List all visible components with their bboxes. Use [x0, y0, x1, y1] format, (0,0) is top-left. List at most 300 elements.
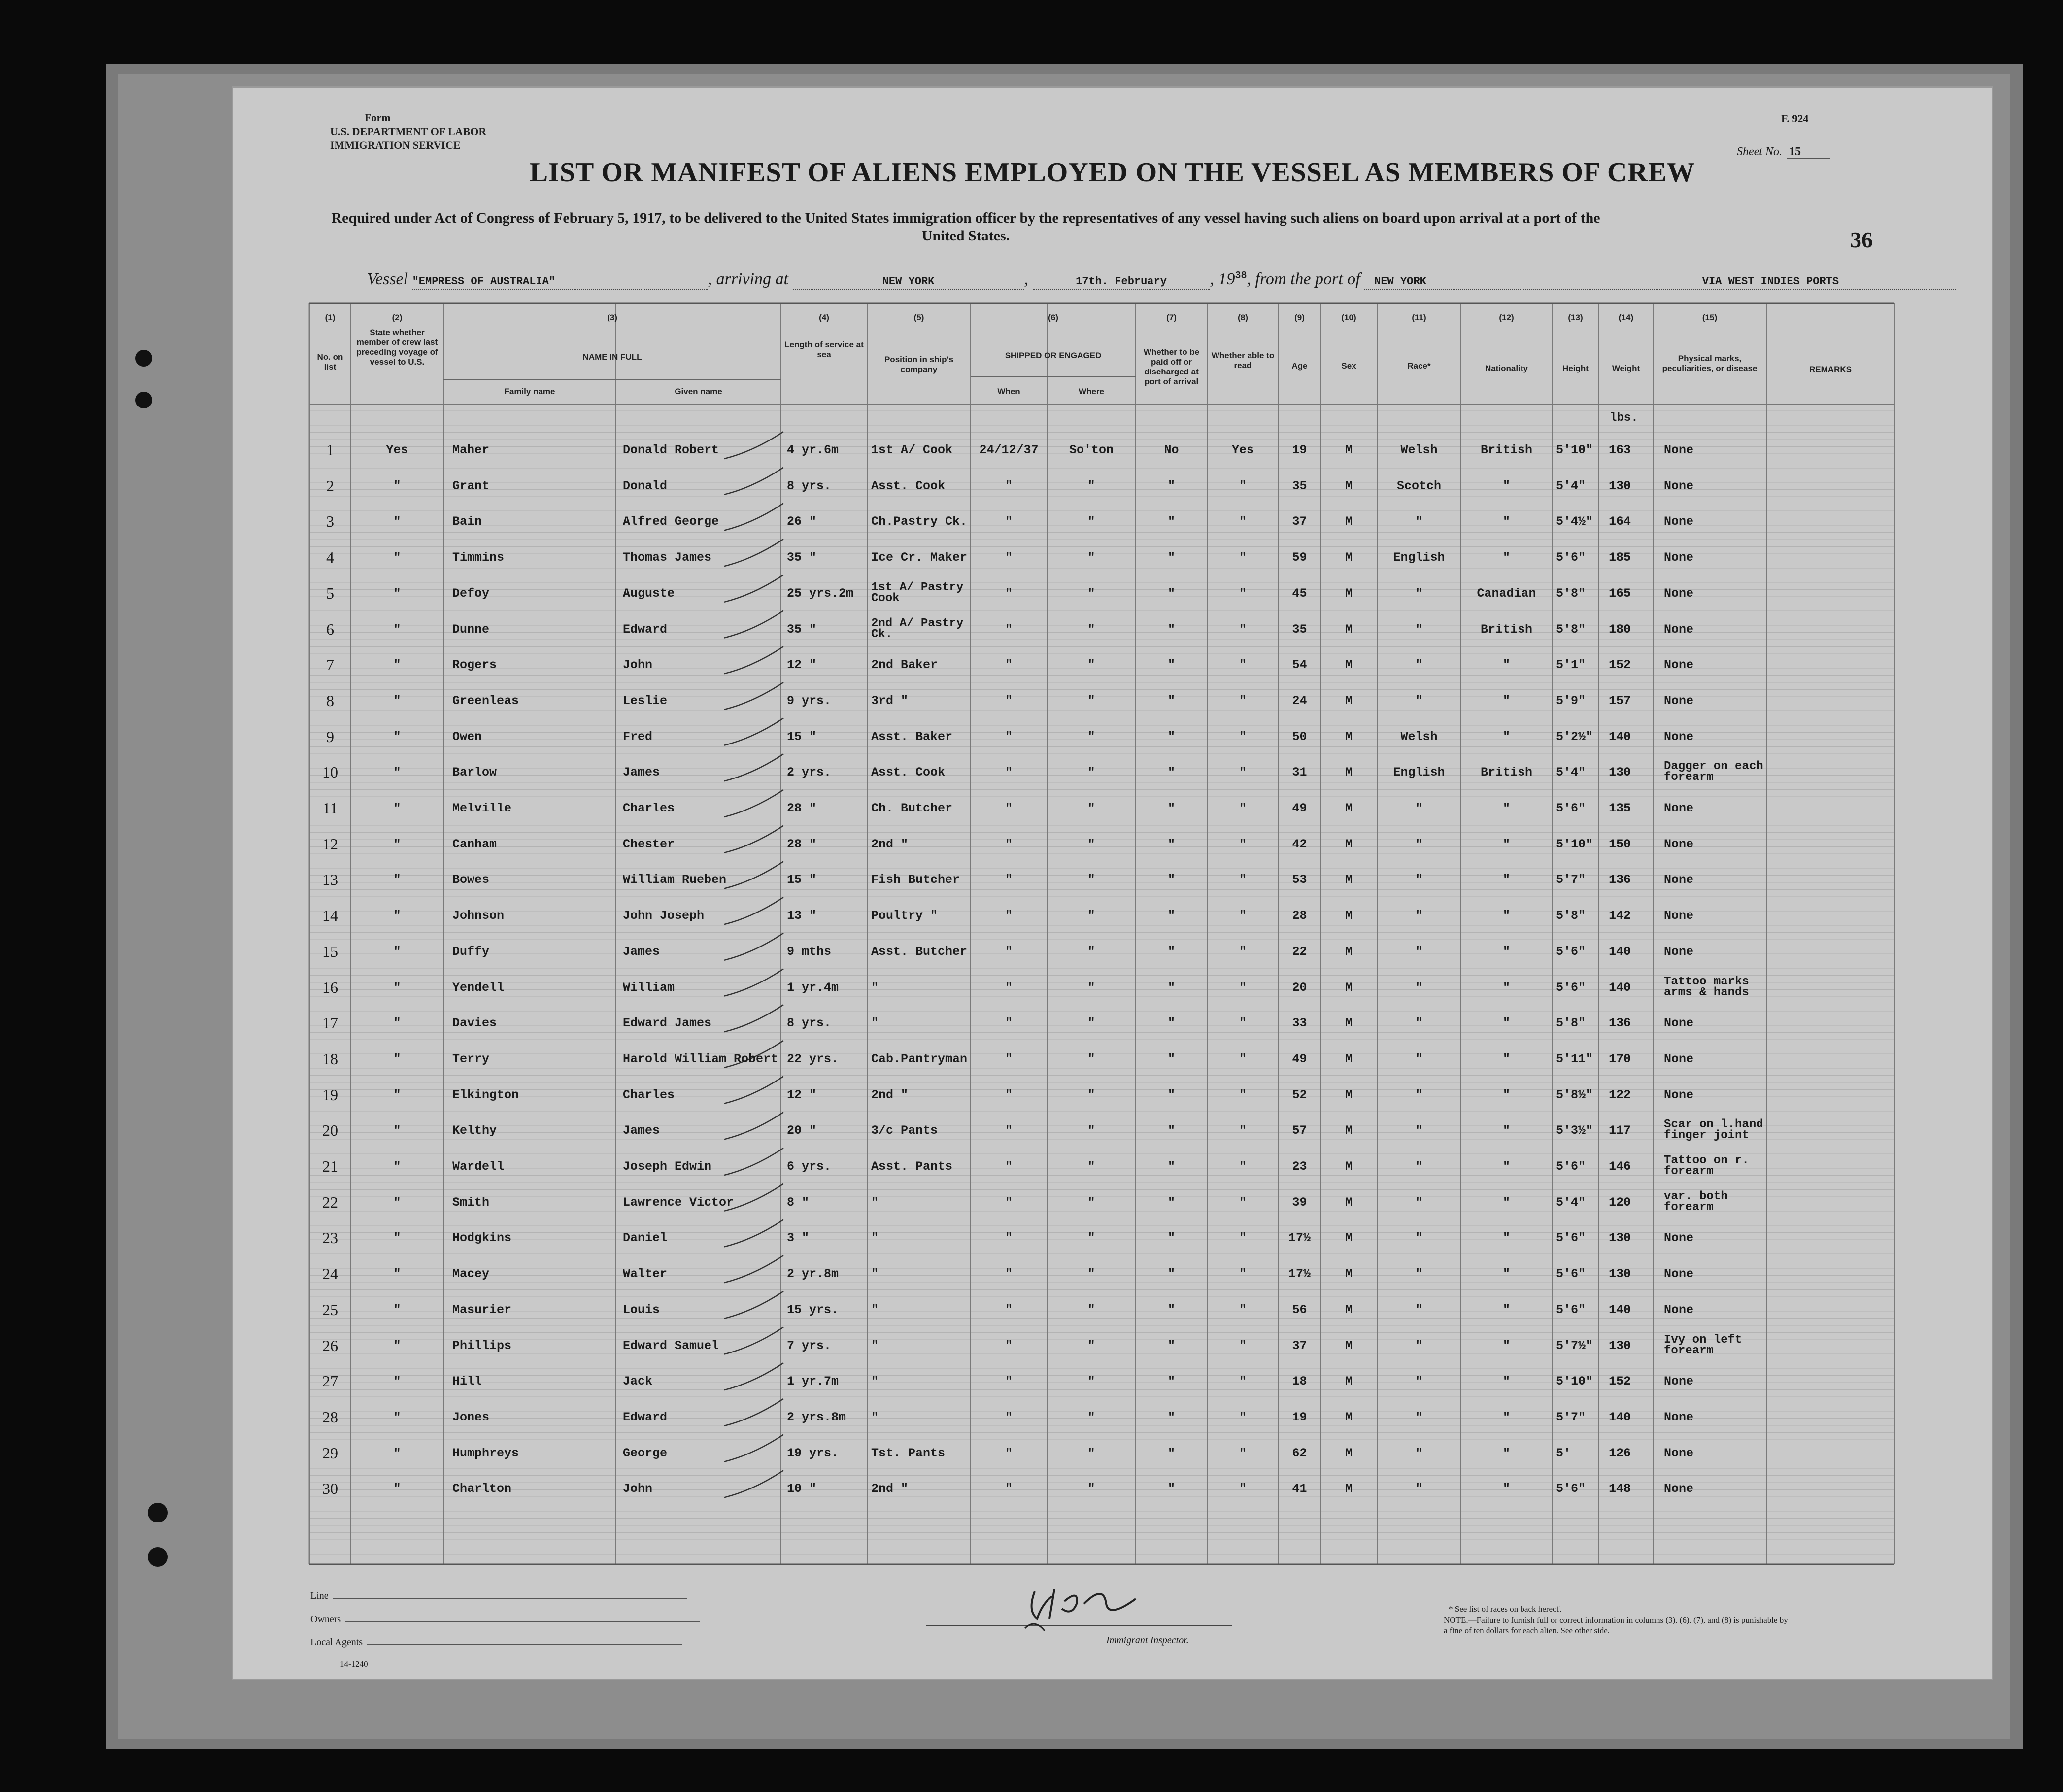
weight: 170 — [1609, 1051, 1631, 1066]
height: 5'6" — [1556, 1482, 1586, 1496]
previous-voyage: " — [393, 1195, 401, 1210]
age: 59 — [1292, 550, 1307, 565]
family-name: Charlton — [452, 1482, 512, 1496]
check-mark — [724, 646, 783, 674]
row-number: 10 — [322, 763, 338, 781]
able-to-read: " — [1239, 1231, 1247, 1246]
shipped-when: " — [1005, 837, 1013, 851]
paid-off: " — [1167, 1159, 1175, 1174]
from-port: NEW YORK — [1374, 275, 1426, 288]
race: " — [1415, 1159, 1423, 1174]
row-number: 6 — [326, 620, 334, 638]
previous-voyage: " — [393, 1410, 401, 1424]
paid-off: " — [1167, 1051, 1175, 1066]
race: " — [1415, 658, 1423, 673]
check-mark — [724, 1363, 783, 1390]
nationality: " — [1502, 1482, 1510, 1496]
agents-field — [310, 1637, 682, 1648]
check-mark — [724, 1219, 783, 1247]
race: " — [1415, 837, 1423, 851]
sex: M — [1345, 1123, 1353, 1138]
race: " — [1415, 1051, 1423, 1066]
able-to-read: " — [1239, 586, 1247, 601]
nationality: " — [1502, 801, 1510, 815]
from-label: , from the port of — [1247, 270, 1360, 288]
age: 54 — [1292, 658, 1307, 673]
shipped-where: " — [1087, 478, 1095, 493]
line-field — [310, 1590, 687, 1602]
paid-off: " — [1167, 873, 1175, 887]
nationality: " — [1502, 1338, 1510, 1353]
shipped-when: " — [1005, 1087, 1013, 1102]
shipped-when: " — [1005, 909, 1013, 923]
sex: M — [1345, 550, 1353, 565]
height: 5'6" — [1556, 1302, 1586, 1317]
paid-off: " — [1167, 478, 1175, 493]
position: Cab.Pantryman — [871, 1051, 968, 1066]
length-of-service: 8 yrs. — [787, 478, 832, 493]
weight: 180 — [1609, 622, 1631, 637]
column-number-c10: (10) — [1341, 313, 1356, 322]
weight: 136 — [1609, 1016, 1631, 1031]
sex: M — [1345, 765, 1353, 780]
weight: 152 — [1609, 1374, 1631, 1389]
sex: M — [1345, 1338, 1353, 1353]
column-number-c3: (3) — [607, 313, 617, 322]
header-remarks: REMARKS — [1809, 365, 1852, 374]
weight: 148 — [1609, 1482, 1631, 1496]
row-number: 23 — [322, 1229, 338, 1247]
fine-note: NOTE.—Failure to furnish full or correct information in columns (3), (6), (7), and (8) is punishable by a fine of ten dollars for each alien. See other side. — [1444, 1615, 1788, 1635]
shipped-where: " — [1087, 1302, 1095, 1317]
age: 28 — [1292, 909, 1307, 923]
given-name: Lawrence Victor — [623, 1195, 734, 1210]
footer-note — [1444, 1604, 1789, 1636]
check-mark — [724, 432, 783, 459]
physical-marks: Tattoo marks arms & hands — [1664, 975, 1749, 999]
position: 1st A/ Cook — [871, 443, 953, 457]
position: " — [871, 1195, 879, 1210]
age: 39 — [1292, 1195, 1307, 1210]
race: " — [1415, 622, 1423, 637]
shipped-when: " — [1005, 586, 1013, 601]
family-name: Bowes — [452, 873, 490, 887]
column-number-c4: (4) — [819, 313, 829, 322]
paid-off: " — [1167, 550, 1175, 565]
paid-off: " — [1167, 837, 1175, 851]
check-mark — [724, 754, 783, 781]
family-name: Maher — [452, 443, 490, 457]
family-name: Rogers — [452, 658, 497, 673]
able-to-read: " — [1239, 873, 1247, 887]
position: " — [871, 1231, 879, 1246]
nationality: British — [1480, 443, 1533, 457]
given-name: Donald — [623, 478, 668, 493]
height: 5'1" — [1556, 658, 1586, 673]
length-of-service: 28 " — [787, 837, 817, 851]
shipped-where: " — [1087, 1123, 1095, 1138]
row-number: 21 — [322, 1157, 338, 1175]
nationality: " — [1502, 693, 1510, 708]
check-mark — [724, 1435, 783, 1462]
nationality: " — [1502, 1267, 1510, 1282]
family-name: Owen — [452, 729, 482, 744]
length-of-service: 26 " — [787, 514, 817, 529]
height: 5'8" — [1556, 586, 1586, 601]
length-of-service: 22 yrs. — [787, 1051, 839, 1066]
weight: 136 — [1609, 873, 1631, 887]
header-shipped-where: Where — [1079, 387, 1104, 396]
race: " — [1415, 944, 1423, 959]
able-to-read: " — [1239, 1051, 1247, 1066]
shipped-where: " — [1087, 622, 1095, 637]
weight: 185 — [1609, 550, 1631, 565]
previous-voyage: " — [393, 1302, 401, 1317]
race: " — [1415, 1302, 1423, 1317]
paid-off: " — [1167, 1374, 1175, 1389]
previous-voyage: Yes — [386, 443, 408, 457]
height: 5'10" — [1556, 837, 1593, 851]
family-name: Melville — [452, 801, 512, 815]
height: 5'3½" — [1556, 1123, 1593, 1138]
row-number: 29 — [322, 1444, 338, 1462]
via-ports: VIA WEST INDIES PORTS — [1702, 275, 1839, 288]
previous-voyage: " — [393, 980, 401, 995]
physical-marks: Ivy on left forearm — [1664, 1333, 1742, 1357]
check-mark — [724, 503, 783, 530]
race: " — [1415, 980, 1423, 995]
sex: M — [1345, 478, 1353, 493]
shipped-when: " — [1005, 658, 1013, 673]
row-number: 9 — [326, 727, 334, 745]
family-name: Masurier — [452, 1302, 512, 1317]
shipped-when: " — [1005, 550, 1013, 565]
check-mark — [724, 539, 783, 566]
given-name: Alfred George — [623, 514, 719, 529]
able-to-read: " — [1239, 693, 1247, 708]
header-shipped-when: When — [997, 387, 1020, 396]
physical-marks: None — [1664, 944, 1694, 959]
column-number-c8: (8) — [1238, 313, 1248, 322]
nationality: " — [1502, 1302, 1510, 1317]
length-of-service: 8 " — [787, 1195, 810, 1210]
corner-page-number: 36 — [1850, 227, 1873, 252]
nationality: " — [1502, 1087, 1510, 1102]
height: 5'4" — [1556, 1195, 1586, 1210]
weight: 140 — [1609, 944, 1631, 959]
able-to-read: " — [1239, 1016, 1247, 1031]
physical-marks: None — [1664, 658, 1694, 673]
row-number: 14 — [322, 907, 338, 925]
nationality: " — [1502, 1159, 1510, 1174]
sex: M — [1345, 1016, 1353, 1031]
shipped-where: " — [1087, 1410, 1095, 1424]
age: 41 — [1292, 1482, 1307, 1496]
family-name: Timmins — [452, 550, 505, 565]
paid-off: " — [1167, 1267, 1175, 1282]
age: 37 — [1292, 514, 1307, 529]
paid-off: " — [1167, 514, 1175, 529]
paid-off: " — [1167, 658, 1175, 673]
shipped-when: " — [1005, 1410, 1013, 1424]
shipped-where: " — [1087, 693, 1095, 708]
given-name: Harold William Robert — [623, 1051, 778, 1066]
sex: M — [1345, 1195, 1353, 1210]
previous-voyage: " — [393, 1374, 401, 1389]
able-to-read: " — [1239, 1195, 1247, 1210]
physical-marks: None — [1664, 1087, 1694, 1102]
shipped-when: " — [1005, 1016, 1013, 1031]
department-label: U.S. DEPARTMENT OF LABOR — [330, 125, 487, 137]
paid-off: " — [1167, 693, 1175, 708]
given-name: Leslie — [623, 693, 668, 708]
able-to-read: " — [1239, 980, 1247, 995]
race: " — [1415, 693, 1423, 708]
inspector-label: Immigrant Inspector. — [1106, 1635, 1189, 1646]
age: 62 — [1292, 1446, 1307, 1460]
height: 5'8" — [1556, 909, 1586, 923]
position: 2nd " — [871, 1087, 909, 1102]
race: " — [1415, 1446, 1423, 1460]
race: " — [1415, 1374, 1423, 1389]
age: 31 — [1292, 765, 1307, 780]
position: Tst. Pants — [871, 1446, 946, 1460]
previous-voyage: " — [393, 801, 401, 815]
shipped-when: " — [1005, 1159, 1013, 1174]
row-number: 28 — [322, 1408, 338, 1426]
age: 17½ — [1288, 1231, 1311, 1246]
sex: M — [1345, 873, 1353, 887]
form-label: Form — [365, 111, 391, 124]
height: 5'6" — [1556, 1267, 1586, 1282]
height: 5'4" — [1556, 765, 1586, 780]
shipped-when: " — [1005, 1482, 1013, 1496]
able-to-read: " — [1239, 550, 1247, 565]
length-of-service: 9 yrs. — [787, 693, 832, 708]
paid-off: " — [1167, 1410, 1175, 1424]
row-number: 11 — [322, 799, 338, 817]
header-weight: Weight — [1612, 364, 1640, 373]
sheet-number-label: Sheet No. — [1737, 145, 1782, 158]
shipped-where: " — [1087, 1338, 1095, 1353]
shipped-when: " — [1005, 1446, 1013, 1460]
position: Ch.Pastry Ck. — [871, 514, 968, 529]
sex: M — [1345, 622, 1353, 637]
sex: M — [1345, 1231, 1353, 1246]
given-name: William Rueben — [623, 873, 727, 887]
header-list-number: No. on list — [317, 352, 343, 372]
weight: 142 — [1609, 909, 1631, 923]
weight: 140 — [1609, 1302, 1631, 1317]
height: 5'6" — [1556, 1159, 1586, 1174]
given-name: Daniel — [623, 1231, 668, 1246]
check-mark — [724, 575, 783, 602]
able-to-read: " — [1239, 478, 1247, 493]
nationality: " — [1502, 478, 1510, 493]
nationality: " — [1502, 1231, 1510, 1246]
nationality: " — [1502, 729, 1510, 744]
family-name: Terry — [452, 1051, 490, 1066]
height: 5'4½" — [1556, 514, 1593, 529]
length-of-service: 12 " — [787, 658, 817, 673]
given-name: James — [623, 765, 660, 780]
header-nationality: Nationality — [1485, 364, 1528, 373]
sex: M — [1345, 658, 1353, 673]
shipped-where: " — [1087, 909, 1095, 923]
length-of-service: 4 yr.6m — [787, 443, 839, 457]
weight: 117 — [1609, 1123, 1631, 1138]
age: 45 — [1292, 586, 1307, 601]
line-label: Line — [310, 1590, 329, 1601]
age: 35 — [1292, 622, 1307, 637]
able-to-read: Yes — [1231, 443, 1254, 457]
position: " — [871, 1267, 879, 1282]
given-name: Auguste — [623, 586, 675, 601]
position: 2nd Baker — [871, 658, 938, 673]
shipped-when: " — [1005, 1231, 1013, 1246]
length-of-service: 25 yrs.2m — [787, 586, 854, 601]
shipped-where: " — [1087, 1159, 1095, 1174]
paid-off: " — [1167, 1446, 1175, 1460]
shipped-when: " — [1005, 693, 1013, 708]
previous-voyage: " — [393, 586, 401, 601]
paid-off: " — [1167, 622, 1175, 637]
row-number: 18 — [322, 1049, 338, 1068]
previous-voyage: " — [393, 909, 401, 923]
race: Welsh — [1400, 443, 1438, 457]
height: 5'6" — [1556, 980, 1586, 995]
previous-voyage: " — [393, 622, 401, 637]
shipped-when: " — [1005, 622, 1013, 637]
weight: 152 — [1609, 658, 1631, 673]
family-name: Yendell — [452, 980, 505, 995]
family-name: Canham — [452, 837, 497, 851]
weight: 130 — [1609, 478, 1631, 493]
weight: 165 — [1609, 586, 1631, 601]
weight: 164 — [1609, 514, 1631, 529]
paid-off: " — [1167, 1087, 1175, 1102]
race: Scotch — [1396, 478, 1441, 493]
shipped-where: " — [1087, 729, 1095, 744]
column-number-c2: (2) — [392, 313, 403, 322]
height: 5'4" — [1556, 478, 1586, 493]
previous-voyage: " — [393, 944, 401, 959]
previous-voyage: " — [393, 1482, 401, 1496]
shipped-when: " — [1005, 729, 1013, 744]
physical-marks: None — [1664, 1267, 1694, 1282]
shipped-where: " — [1087, 658, 1095, 673]
given-name: John — [623, 1482, 653, 1496]
physical-marks: None — [1664, 1482, 1694, 1496]
race: " — [1415, 1123, 1423, 1138]
nationality: Canadian — [1477, 586, 1536, 601]
paid-off: " — [1167, 765, 1175, 780]
paid-off: " — [1167, 1123, 1175, 1138]
nationality: " — [1502, 514, 1510, 529]
nationality: " — [1502, 1410, 1510, 1424]
shipped-when: " — [1005, 1195, 1013, 1210]
able-to-read: " — [1239, 729, 1247, 744]
previous-voyage: " — [393, 837, 401, 851]
row-number: 26 — [322, 1336, 338, 1354]
given-name: Walter — [623, 1267, 668, 1282]
column-number-c11: (11) — [1412, 313, 1426, 322]
year-suffix: 38 — [1235, 270, 1247, 282]
weight-unit: lbs. — [1610, 411, 1638, 425]
shipped-where: " — [1087, 550, 1095, 565]
length-of-service: 20 " — [787, 1123, 817, 1138]
position: Asst. Cook — [871, 765, 946, 780]
weight: 122 — [1609, 1087, 1631, 1102]
row-number: 5 — [326, 584, 334, 602]
previous-voyage: " — [393, 514, 401, 529]
weight: 126 — [1609, 1446, 1631, 1460]
length-of-service: 13 " — [787, 909, 817, 923]
nationality: " — [1502, 1446, 1510, 1460]
position: " — [871, 1410, 879, 1424]
length-of-service: 3 " — [787, 1231, 810, 1246]
height: 5'6" — [1556, 801, 1586, 815]
shipped-where: " — [1087, 514, 1095, 529]
header-sex: Sex — [1341, 361, 1356, 371]
service-label: IMMIGRATION SERVICE — [330, 139, 461, 151]
able-to-read: " — [1239, 1374, 1247, 1389]
arriving-label: , arriving at — [708, 270, 788, 288]
row-number: 22 — [322, 1193, 338, 1211]
row-number: 24 — [322, 1265, 338, 1283]
arrival-date: 17th. February — [1076, 275, 1167, 288]
age: 49 — [1292, 801, 1307, 815]
able-to-read: " — [1239, 1338, 1247, 1353]
nationality: " — [1502, 1195, 1510, 1210]
nationality: " — [1502, 658, 1510, 673]
length-of-service: 15 " — [787, 873, 817, 887]
sex: M — [1345, 944, 1353, 959]
length-of-service: 1 yr.7m — [787, 1374, 839, 1389]
age: 35 — [1292, 478, 1307, 493]
race: " — [1415, 1410, 1423, 1424]
length-of-service: 1 yr.4m — [787, 980, 839, 995]
paid-off: " — [1167, 801, 1175, 815]
physical-marks: None — [1664, 801, 1694, 815]
position: " — [871, 1338, 879, 1353]
owners-blank — [345, 1621, 700, 1622]
nationality: " — [1502, 909, 1510, 923]
shipped-where: " — [1087, 586, 1095, 601]
line-blank — [333, 1598, 687, 1599]
height: 5'6" — [1556, 550, 1586, 565]
row-number: 25 — [322, 1300, 338, 1319]
row-number: 17 — [322, 1014, 338, 1032]
weight: 150 — [1609, 837, 1631, 851]
race: " — [1415, 1195, 1423, 1210]
race: " — [1415, 514, 1423, 529]
sex: M — [1345, 1374, 1353, 1389]
previous-voyage: " — [393, 550, 401, 565]
position: Asst. Pants — [871, 1159, 953, 1174]
column-number-c6: (6) — [1048, 313, 1058, 322]
previous-voyage: " — [393, 1051, 401, 1066]
weight: 130 — [1609, 765, 1631, 780]
weight: 120 — [1609, 1195, 1631, 1210]
check-mark — [724, 1077, 783, 1104]
shipped-where: " — [1087, 944, 1095, 959]
position: Ice Cr. Maker — [871, 550, 968, 565]
sex: M — [1345, 514, 1353, 529]
family-name: Duffy — [452, 944, 490, 959]
given-name: Joseph Edwin — [623, 1159, 712, 1174]
able-to-read: " — [1239, 1267, 1247, 1282]
